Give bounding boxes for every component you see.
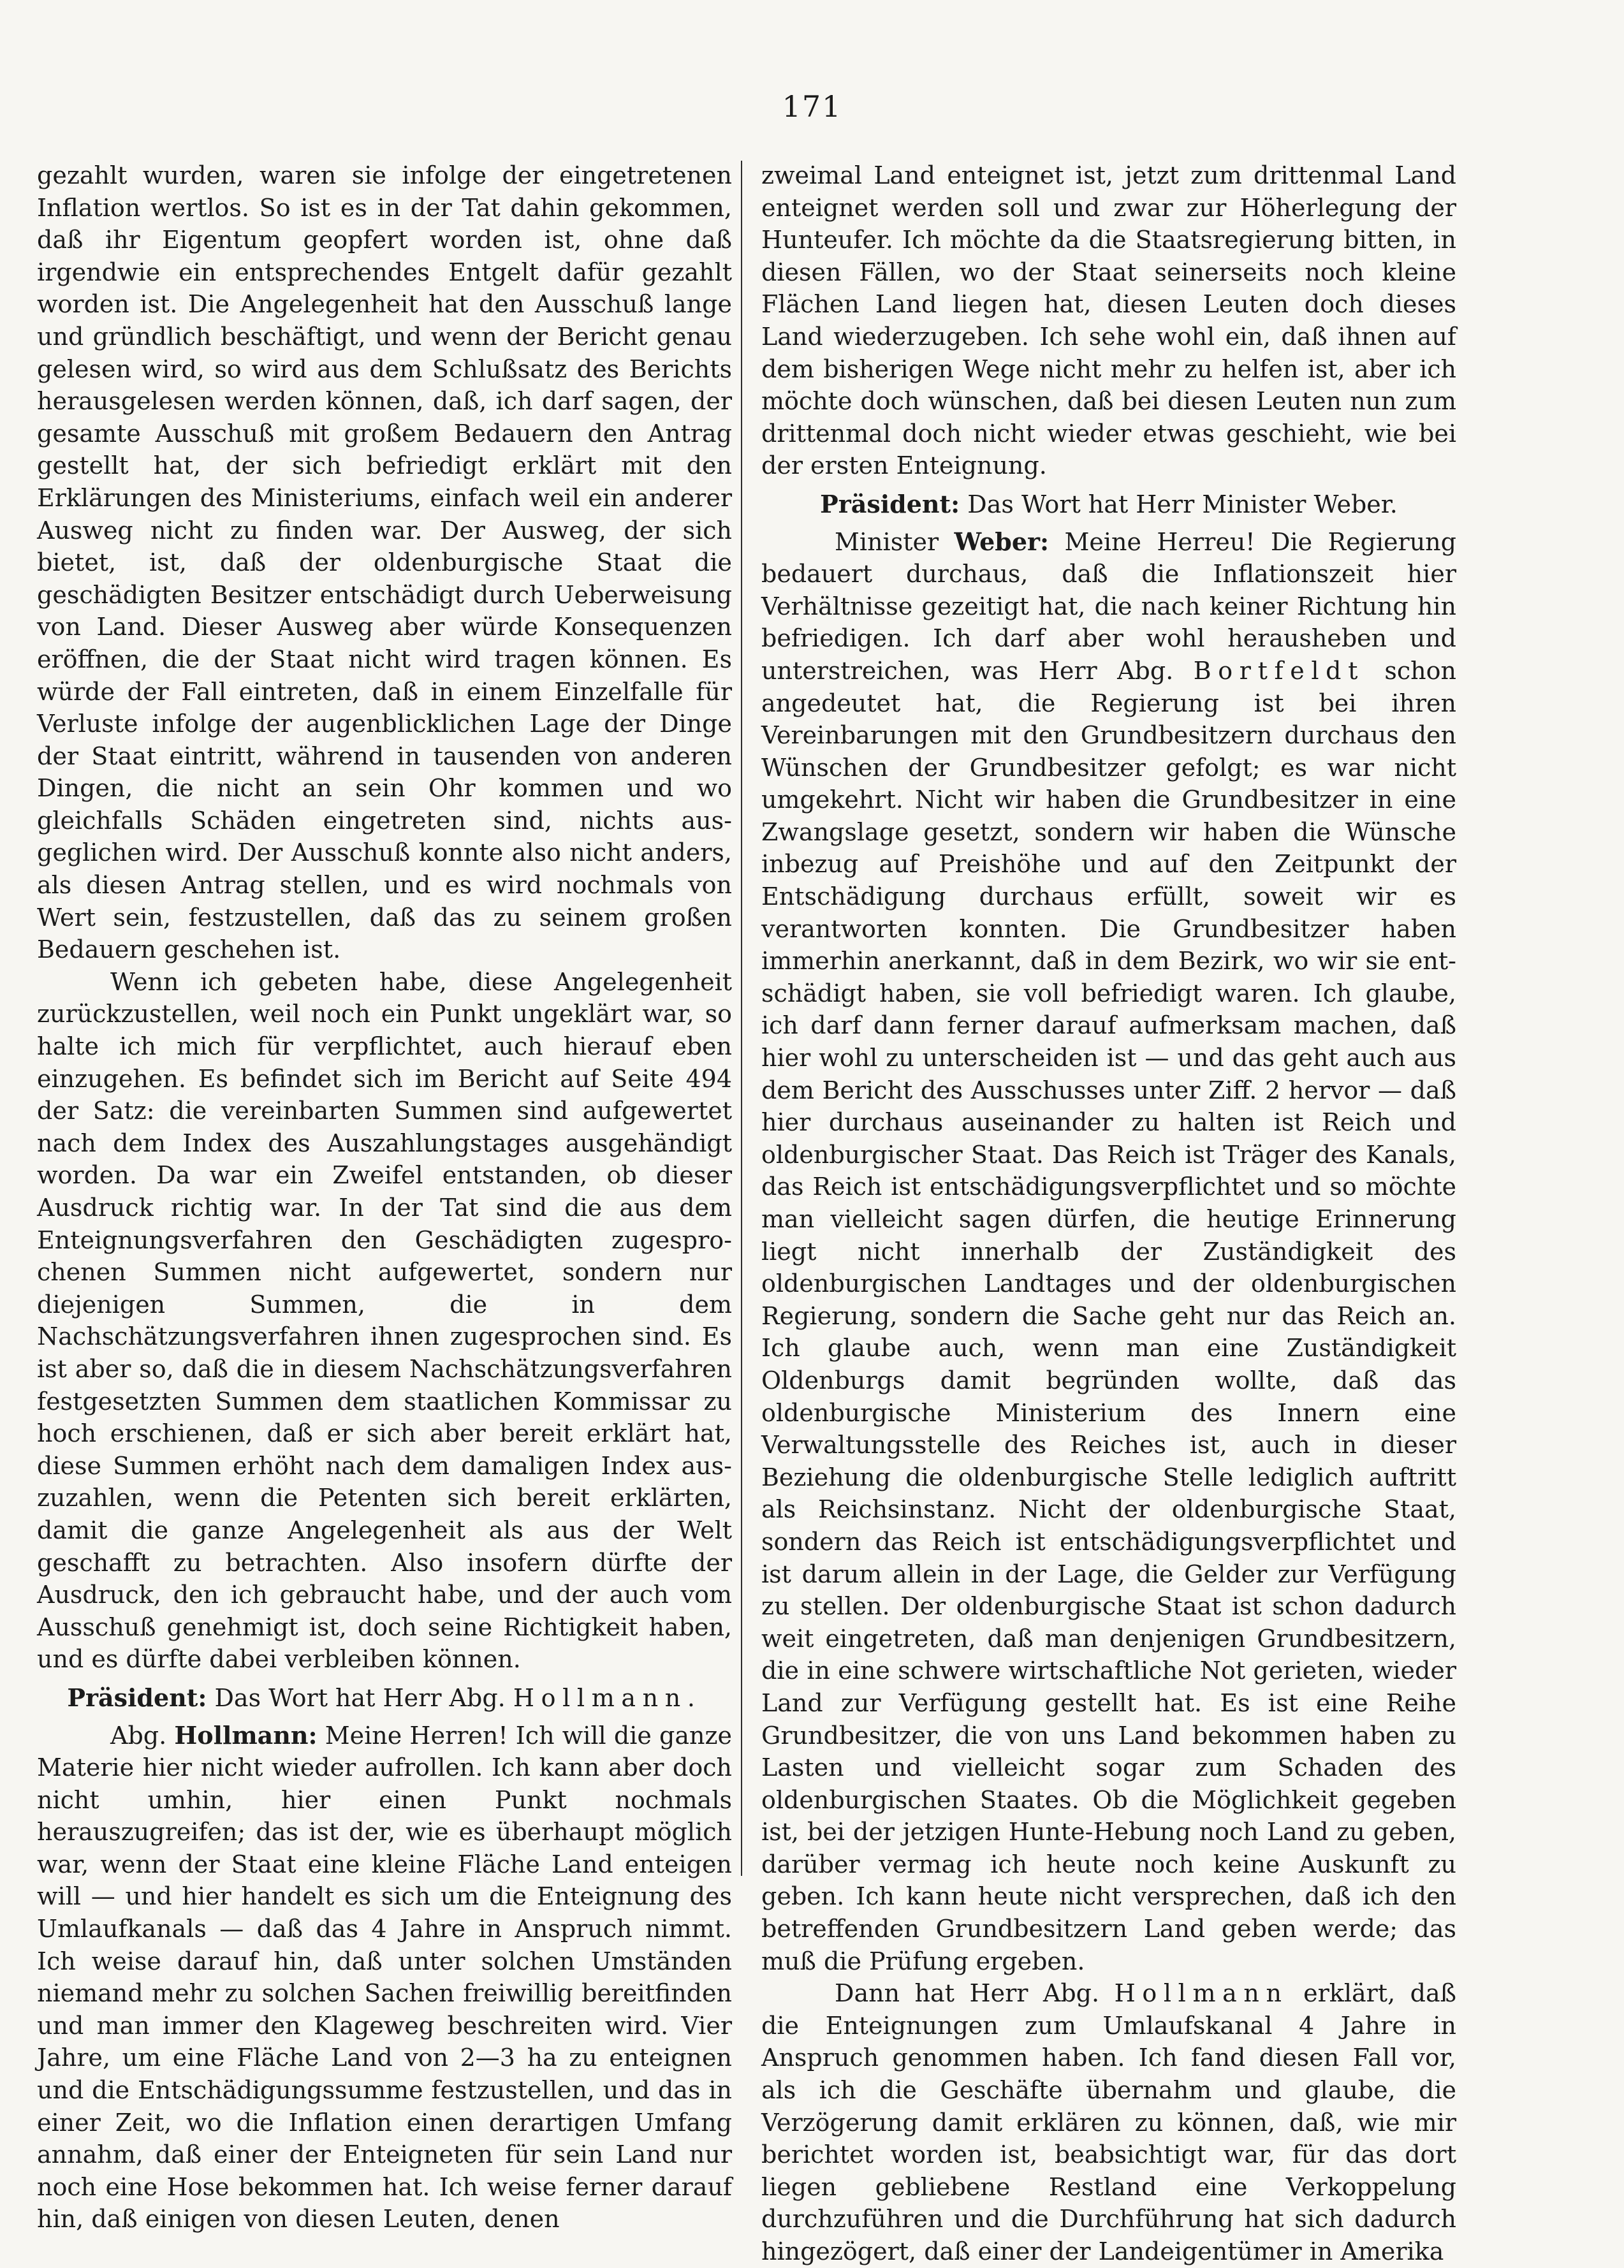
paragraph	[761, 526, 1456, 1978]
speaker-name: Hollmann	[1114, 1979, 1289, 2008]
left-column	[37, 159, 732, 2235]
speech-text: schon angedeutet hat, die Regierung ist bei ihren Vereinbarungen mit den Grundbesitzern durchaus den Wünschen der Grundbesitzer gefolgt; es war nicht umgekehrt. Nicht wir haben die Grundbesitzer in eine Zwangslage gesetzt, sondern wir haben die Wünsche inbezug auf Preishöhe und auf den Zeitpunkt der Entschädigung durchaus erfüllt, soweit wir es verantworten konnten. Die Grundbesitzer haben immerhin anerkannt, daß in dem Bezirk, wo wir sie entschädigt haben, sie voll befriedigt waren. Ich glaube, ich darf dann ferner darauf aufmerksam machen, daß hier wohl zu unterscheiden ist — und das geht auch aus dem Bericht des Ausschusses unter Ziff. 2 hervor — daß hier durchaus auseinander zu halten ist Reich und oldenburgischer Staat. Das Reich ist Träger des Kanals, das Reich ist entschädigungsverpflichtet und so möchte man vielleicht sagen dürfen, die heutige Erinnerung liegt nicht innerhalb der Zuständigkeit des oldenburgischen Landtages und der oldenburgischen Regierung, sondern die Sache geht nur das Reich an. Ich glaube auch, wenn man eine Zuständigkeit Oldenburgs damit begründen wollte, daß das oldenburgische Ministerium des Innern eine Verwaltungsstelle des Reiches ist, auch in dieser Beziehung die oldenburgische Stelle lediglich auftritt als Reichsinstanz. Nicht der oldenburgische Staat, sondern das Reich ist entschädigungsverpflichtet und ist darum allein in der Lage, die Gelder zur Verfügung zu stellen. Der oldenburgische Staat ist schon dadurch weit eingetreten, daß man denjenigen Grundbesitzern, die in eine schwere wirtschaftliche Not gerieten, wieder Land zur Verfügung gestellt hat. Es ist eine Reihe Grundbesitzer, die von uns Land bekommen haben zu Lasten und vielleicht sogar zum Schaden des oldenburgischen Staates. Ob die Möglichkeit gegeben ist, bei der jetzigen Hunte-Hebung noch Land zu geben, darüber vermag ich heute noch keine Auskunft zu geben. Ich kann heute nicht versprechen, daß ich den betreffenden Grundbesitzern Land geben werde; das muß die Prüfung ergeben.	[761, 656, 1457, 1975]
speaker-line	[761, 488, 1456, 521]
speaker-title: Abg.	[110, 1721, 175, 1750]
speaker-line-text: Das Wort hat Herr Abg.	[207, 1683, 513, 1712]
paragraph	[761, 1977, 1456, 2267]
speech-text: Meine Herreu! Die Regierung bedauert durchaus, daß die Inflationszeit hier Verhältnisse gezeitigt hat, die nach keiner Richtung hin befriedigen. Ich darf aber wohl herausheben und unterstreichen, was Herr Abg.	[761, 527, 1456, 685]
speaker-line	[37, 1682, 732, 1715]
speech-text: Meine Herren! Ich will die ganze Materie hier nicht wieder aufrollen. Ich kann aber doch nicht umhin, hier einen Punkt nochmals herauszugreifen; das ist der, wie es überhaupt möglich war, wenn der Staat eine kleine Fläche Land enteigen will — und hier handelt es sich um die Enteignung des Umlaufkanals — daß das 4 Jahre in Anspruch nimmt. Ich weise darauf hin, daß unter solchen Umständen niemand mehr zu solchen Sachen freiwillig bereitfinden und man immer den Klageweg beschreiten wird. Vier Jahre, um eine Fläche Land von 2—3 ha zu enteignen und die Entschädigungssumme festzustellen, und das in einer Zeit, wo die Inflation einen derartigen Umfang annahm, daß einer der Enteigneten für sein Land nur noch eine Hose bekommen hat. Ich weise ferner darauf hin, daß einigen von diesen Leuten, denen	[37, 1721, 732, 2234]
speaker-label: Präsident:	[820, 489, 960, 518]
paragraph-text: Dann hat Herr Abg.	[835, 1979, 1115, 2008]
speaker-name: Bortfeldt	[1193, 656, 1364, 685]
paragraph: Wenn ich gebeten habe, diese Angelegenheit zurückzustellen, weil noch ein Punkt ungeklärt war, so halte ich mich für verpflichtet, auch hierauf eben einzugehen. Es befindet sich im Bericht auf Seite 494 der Satz: die vereinbarten Summen sind aufgewertet nach dem Index des Auszahlungstages ausgehändigt worden. Da war ein Zweifel entstanden, ob dieser Ausdruck richtig war. In der Tat sind die aus dem Enteignungsverfahren den Geschädigten zugesprochenen Summen nicht aufgewertet, sondern nur diejenigen Summen, die in dem Nachschätzungsverfahren ihnen zugesprochen sind. Es ist aber so, daß die in diesem Nachschätzungsverfahren festgesetzten Summen dem staatlichen Kommissar zu hoch erschienen, daß er sich aber bereit erklärt hat, diese Summen erhöht nach dem damaligen Index auszuzahlen, wenn die Petenten sich bereit erklärten, damit die ganze Angelegenheit als aus der Welt geschafft zu betrachten. Also insofern dürfte der Ausdruck, den ich gebraucht habe, und der auch vom Ausschuß genehmigt ist, doch seine Richtigkeit haben, und es dürfte dabei verbleiben können.	[37, 967, 732, 1674]
speaker-label: Hollmann:	[174, 1720, 318, 1750]
speaker-title: Minister	[835, 527, 955, 556]
right-column	[761, 159, 1456, 2268]
paragraph: zweimal Land enteignet ist, jetzt zum drittenmal Land enteignet werden soll und zwar zur Höherlegung der Hunteufer. Ich möchte da die Staatsregierung bitten, in diesen Fällen, wo der Staat seinerseits noch kleine Flächen Land liegen hat, diesen Leuten doch dieses Land wiederzugeben. Ich sehe wohl ein, daß ihnen auf dem bisherigen Wege nicht mehr zu helfen ist, aber ich möchte doch wünschen, daß bei diesen Leuten nun zum drittenmal doch nicht wieder etwas geschieht, wie bei der ersten Enteignung.	[761, 161, 1456, 480]
column-divider	[741, 161, 742, 1876]
page-number: 171	[782, 89, 842, 124]
speaker-label: Weber:	[954, 527, 1050, 556]
speaker-line-text: Das Wort hat Herr Minister Weber.	[960, 490, 1398, 518]
speaker-label: Präsident:	[67, 1683, 207, 1712]
paragraph: gezahlt wurden, waren sie infolge der eingetretenen Inflation wertlos. So ist es in der Tat dahin gekommen, daß ihr Eigentum geopfert worden ist, ohne daß irgendwie ein entsprechendes Entgelt dafür gezahlt worden ist. Die Angelegenheit hat den Ausschuß lange und gründlich beschäftigt, und wenn der Bericht genau gelesen wird, so wird aus dem Schlußsatz des Berichts herausgelesen werden können, daß, ich darf sagen, der gesamte Ausschuß mit großem Bedauern den Antrag gestellt hat, der sich befriedigt erklärt mit den Erklärungen des Ministeriums, einfach weil ein anderer Ausweg nicht zu finden war. Der Ausweg, der sich bietet, ist, daß der oldenburgische Staat die geschädigten Besitzer entschädigt durch Ueberweisung von Land. Dieser Ausweg aber würde Konsequenzen eröffnen, die der Staat nicht wird tragen können. Es würde der Fall eintreten, daß in einem Einzelfalle für Verluste infolge der augenblicklichen Lage der Dinge der Staat eintritt, während in tausenden von anderen Dingen, die nicht an sein Ohr kommen und wo gleichfalls Schäden eingetreten sind, nichts ausgeglichen wird. Der Ausschuß konnte also nicht anders, als diesen Antrag stellen, und es wird nochmals von Wert sein, festzustellen, daß das zu seinem großen Bedauern geschehen ist.	[37, 161, 732, 964]
paragraph-text: erklärt, daß die Enteignungen zum Umlaufskanal 4 Jahre in Anspruch genommen haben. Ich fand diesen Fall vor, als ich die Geschäfte übernahm und glaube, die Verzögerung damit erklären zu können, daß, wie mir berichtet worden ist, beabsichtigt war, für das dort liegen gebliebene Restland eine Verkoppelung durchzuführen und die Durchführung hat sich dadurch hingezögert, daß einer der Landeigentümer in Amerika	[761, 1979, 1456, 2265]
speaker-name: Hollmann.	[513, 1683, 702, 1712]
paragraph	[37, 1720, 732, 2236]
